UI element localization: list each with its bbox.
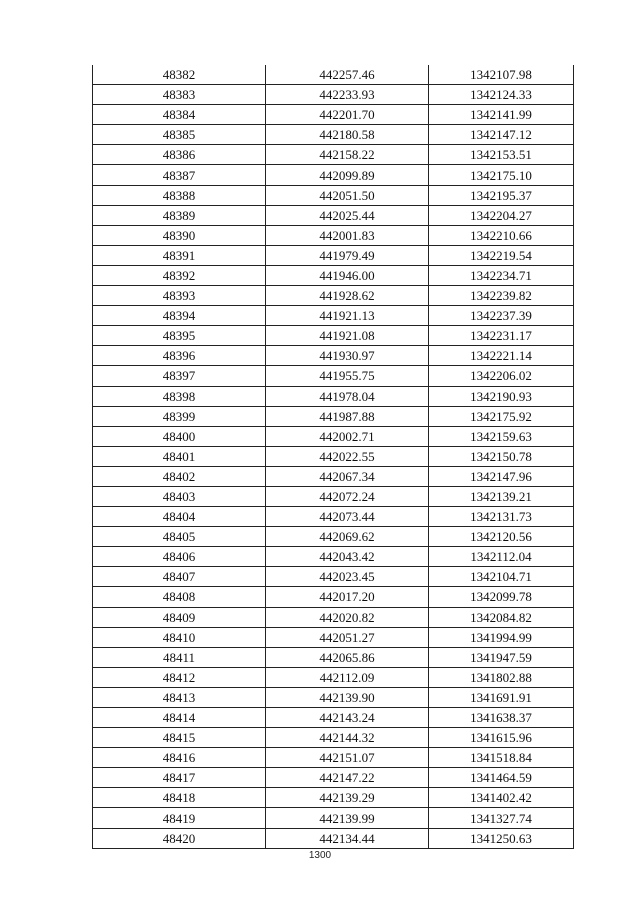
point-id-cell: 48393 xyxy=(93,286,266,306)
x-coordinate-cell: 441979.49 xyxy=(266,245,429,265)
y-coordinate-cell: 1341327.74 xyxy=(429,808,574,828)
point-id-cell: 48385 xyxy=(93,125,266,145)
x-coordinate-cell: 442143.24 xyxy=(266,708,429,728)
table-row xyxy=(93,265,574,285)
y-coordinate-cell: 1341402.42 xyxy=(429,788,574,808)
point-id-cell: 48391 xyxy=(93,245,266,265)
table-row xyxy=(93,386,574,406)
y-coordinate-cell: 1341638.37 xyxy=(429,708,574,728)
y-coordinate-cell: 1342237.39 xyxy=(429,306,574,326)
y-coordinate-cell: 1342221.14 xyxy=(429,346,574,366)
x-coordinate-cell: 442151.07 xyxy=(266,748,429,768)
y-coordinate-cell: 1342147.12 xyxy=(429,125,574,145)
x-coordinate-cell: 442065.86 xyxy=(266,647,429,667)
y-coordinate-cell: 1342124.33 xyxy=(429,85,574,105)
y-coordinate-cell: 1342104.71 xyxy=(429,567,574,587)
x-coordinate-cell: 442158.22 xyxy=(266,145,429,165)
table-row xyxy=(93,225,574,245)
table-row xyxy=(93,286,574,306)
y-coordinate-cell: 1341518.84 xyxy=(429,748,574,768)
table-row xyxy=(93,366,574,386)
table-row xyxy=(93,527,574,547)
x-coordinate-cell: 442023.45 xyxy=(266,567,429,587)
x-coordinate-cell: 442073.44 xyxy=(266,507,429,527)
table-row xyxy=(93,105,574,125)
x-coordinate-cell: 442051.50 xyxy=(266,185,429,205)
y-coordinate-cell: 1341250.63 xyxy=(429,828,574,848)
point-id-cell: 48395 xyxy=(93,326,266,346)
table-row xyxy=(93,507,574,527)
y-coordinate-cell: 1342190.93 xyxy=(429,386,574,406)
table-row xyxy=(93,607,574,627)
point-id-cell: 48388 xyxy=(93,185,266,205)
x-coordinate-cell: 441930.97 xyxy=(266,346,429,366)
y-coordinate-cell: 1342107.98 xyxy=(429,65,574,85)
x-coordinate-cell: 442134.44 xyxy=(266,828,429,848)
point-id-cell: 48418 xyxy=(93,788,266,808)
table-row xyxy=(93,125,574,145)
point-id-cell: 48403 xyxy=(93,486,266,506)
table-row xyxy=(93,708,574,728)
point-id-cell: 48392 xyxy=(93,265,266,285)
table-row xyxy=(93,728,574,748)
x-coordinate-cell: 442099.89 xyxy=(266,165,429,185)
table-row xyxy=(93,185,574,205)
y-coordinate-cell: 1341464.59 xyxy=(429,768,574,788)
point-id-cell: 48402 xyxy=(93,466,266,486)
coordinate-table xyxy=(92,65,574,849)
table-row xyxy=(93,667,574,687)
x-coordinate-cell: 441946.00 xyxy=(266,265,429,285)
table-row xyxy=(93,808,574,828)
y-coordinate-cell: 1341994.99 xyxy=(429,627,574,647)
table-row xyxy=(93,486,574,506)
x-coordinate-cell: 441921.08 xyxy=(266,326,429,346)
point-id-cell: 48400 xyxy=(93,426,266,446)
y-coordinate-cell: 1342239.82 xyxy=(429,286,574,306)
x-coordinate-cell: 442001.83 xyxy=(266,225,429,245)
x-coordinate-cell: 442144.32 xyxy=(266,728,429,748)
x-coordinate-cell: 442069.62 xyxy=(266,527,429,547)
x-coordinate-cell: 442025.44 xyxy=(266,205,429,225)
table-row xyxy=(93,788,574,808)
y-coordinate-cell: 1342195.37 xyxy=(429,185,574,205)
y-coordinate-cell: 1342175.92 xyxy=(429,406,574,426)
x-coordinate-cell: 442017.20 xyxy=(266,587,429,607)
point-id-cell: 48408 xyxy=(93,587,266,607)
table-row xyxy=(93,748,574,768)
y-coordinate-cell: 1341691.91 xyxy=(429,687,574,707)
x-coordinate-cell: 442072.24 xyxy=(266,486,429,506)
point-id-cell: 48387 xyxy=(93,165,266,185)
table-row xyxy=(93,145,574,165)
y-coordinate-cell: 1341947.59 xyxy=(429,647,574,667)
table-row xyxy=(93,587,574,607)
x-coordinate-cell: 442139.90 xyxy=(266,687,429,707)
x-coordinate-cell: 441978.04 xyxy=(266,386,429,406)
point-id-cell: 48420 xyxy=(93,828,266,848)
table-row xyxy=(93,306,574,326)
x-coordinate-cell: 442257.46 xyxy=(266,65,429,85)
y-coordinate-cell: 1342147.96 xyxy=(429,466,574,486)
table-row xyxy=(93,426,574,446)
point-id-cell: 48405 xyxy=(93,527,266,547)
point-id-cell: 48389 xyxy=(93,205,266,225)
coordinate-table-body xyxy=(93,65,574,848)
y-coordinate-cell: 1342219.54 xyxy=(429,245,574,265)
y-coordinate-cell: 1342210.66 xyxy=(429,225,574,245)
table-row xyxy=(93,85,574,105)
point-id-cell: 48411 xyxy=(93,647,266,667)
y-coordinate-cell: 1342112.04 xyxy=(429,547,574,567)
point-id-cell: 48394 xyxy=(93,306,266,326)
y-coordinate-cell: 1342099.78 xyxy=(429,587,574,607)
y-coordinate-cell: 1342234.71 xyxy=(429,265,574,285)
table-row xyxy=(93,627,574,647)
table-row xyxy=(93,406,574,426)
x-coordinate-cell: 442002.71 xyxy=(266,426,429,446)
point-id-cell: 48414 xyxy=(93,708,266,728)
table-row xyxy=(93,567,574,587)
point-id-cell: 48412 xyxy=(93,667,266,687)
point-id-cell: 48384 xyxy=(93,105,266,125)
point-id-cell: 48419 xyxy=(93,808,266,828)
x-coordinate-cell: 442139.99 xyxy=(266,808,429,828)
y-coordinate-cell: 1341615.96 xyxy=(429,728,574,748)
y-coordinate-cell: 1342206.02 xyxy=(429,366,574,386)
point-id-cell: 48383 xyxy=(93,85,266,105)
x-coordinate-cell: 442180.58 xyxy=(266,125,429,145)
x-coordinate-cell: 441987.88 xyxy=(266,406,429,426)
y-coordinate-cell: 1342084.82 xyxy=(429,607,574,627)
x-coordinate-cell: 442067.34 xyxy=(266,466,429,486)
point-id-cell: 48396 xyxy=(93,346,266,366)
point-id-cell: 48386 xyxy=(93,145,266,165)
point-id-cell: 48401 xyxy=(93,446,266,466)
point-id-cell: 48407 xyxy=(93,567,266,587)
point-id-cell: 48416 xyxy=(93,748,266,768)
x-coordinate-cell: 442043.42 xyxy=(266,547,429,567)
table-row xyxy=(93,65,574,85)
y-coordinate-cell: 1342231.17 xyxy=(429,326,574,346)
y-coordinate-cell: 1342204.27 xyxy=(429,205,574,225)
y-coordinate-cell: 1342175.10 xyxy=(429,165,574,185)
point-id-cell: 48406 xyxy=(93,547,266,567)
y-coordinate-cell: 1342159.63 xyxy=(429,426,574,446)
point-id-cell: 48399 xyxy=(93,406,266,426)
y-coordinate-cell: 1342150.78 xyxy=(429,446,574,466)
point-id-cell: 48410 xyxy=(93,627,266,647)
y-coordinate-cell: 1342120.56 xyxy=(429,527,574,547)
x-coordinate-cell: 442201.70 xyxy=(266,105,429,125)
x-coordinate-cell: 442020.82 xyxy=(266,607,429,627)
y-coordinate-cell: 1342141.99 xyxy=(429,105,574,125)
table-row xyxy=(93,547,574,567)
table-row xyxy=(93,768,574,788)
table-row xyxy=(93,205,574,225)
x-coordinate-cell: 442139.29 xyxy=(266,788,429,808)
point-id-cell: 48415 xyxy=(93,728,266,748)
point-id-cell: 48413 xyxy=(93,687,266,707)
table-row xyxy=(93,446,574,466)
point-id-cell: 48382 xyxy=(93,65,266,85)
table-row xyxy=(93,346,574,366)
point-id-cell: 48390 xyxy=(93,225,266,245)
point-id-cell: 48398 xyxy=(93,386,266,406)
y-coordinate-cell: 1342153.51 xyxy=(429,145,574,165)
y-coordinate-cell: 1342131.73 xyxy=(429,507,574,527)
x-coordinate-cell: 442022.55 xyxy=(266,446,429,466)
x-coordinate-cell: 441928.62 xyxy=(266,286,429,306)
point-id-cell: 48397 xyxy=(93,366,266,386)
table-row xyxy=(93,647,574,667)
table-row xyxy=(93,466,574,486)
point-id-cell: 48404 xyxy=(93,507,266,527)
x-coordinate-cell: 442051.27 xyxy=(266,627,429,647)
table-row xyxy=(93,828,574,848)
x-coordinate-cell: 442112.09 xyxy=(266,667,429,687)
coordinate-table-container xyxy=(92,65,573,849)
table-row xyxy=(93,326,574,346)
y-coordinate-cell: 1342139.21 xyxy=(429,486,574,506)
x-coordinate-cell: 442233.93 xyxy=(266,85,429,105)
point-id-cell: 48417 xyxy=(93,768,266,788)
x-coordinate-cell: 441955.75 xyxy=(266,366,429,386)
point-id-cell: 48409 xyxy=(93,607,266,627)
y-coordinate-cell: 1341802.88 xyxy=(429,667,574,687)
page-number: 1300 xyxy=(308,850,332,861)
table-row xyxy=(93,687,574,707)
table-row xyxy=(93,165,574,185)
x-coordinate-cell: 441921.13 xyxy=(266,306,429,326)
x-coordinate-cell: 442147.22 xyxy=(266,768,429,788)
table-row xyxy=(93,245,574,265)
